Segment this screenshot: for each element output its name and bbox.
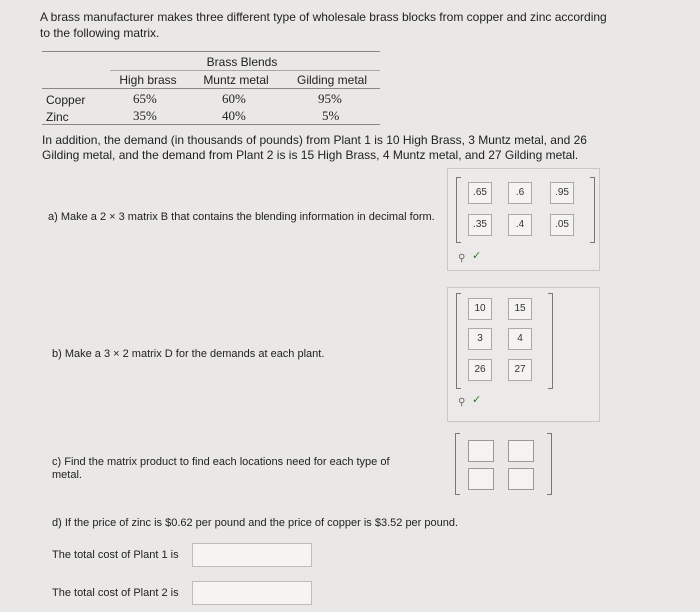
plant1-cost-input[interactable] bbox=[192, 543, 312, 567]
matrix-c-cell-2-2[interactable] bbox=[508, 468, 534, 490]
matrix-c-left-bracket bbox=[455, 433, 460, 495]
group-header: Brass Blends bbox=[206, 55, 278, 69]
matrix-d-cell-2-2[interactable]: 4 bbox=[508, 328, 532, 350]
math-tool-icon[interactable]: ⚲ bbox=[458, 397, 466, 408]
table-top-rule bbox=[42, 51, 380, 52]
matrix-d-cell-1-1[interactable]: 10 bbox=[468, 298, 492, 320]
matrix-d-cell-1-2[interactable]: 15 bbox=[508, 298, 532, 320]
col-gilding-metal: Gilding metal bbox=[296, 73, 368, 87]
plant2-cost-label: The total cost of Plant 2 is bbox=[52, 587, 179, 599]
plant2-cost-input[interactable] bbox=[192, 581, 312, 605]
matrix-b-cell-2-1[interactable]: .35 bbox=[468, 214, 492, 236]
part-c-question: c) Find the matrix product to find each locations need for each type of metal. bbox=[52, 456, 390, 481]
part-a-question: a) Make a 2 × 3 matrix B that contains the blending information in decimal form. bbox=[48, 211, 435, 223]
matrix-d-cell-3-1[interactable]: 26 bbox=[468, 359, 492, 381]
header-rule bbox=[42, 88, 380, 89]
cell-copper-gilding: 95% bbox=[318, 91, 342, 106]
col-muntz-metal: Muntz metal bbox=[203, 73, 269, 87]
math-tool-icon[interactable]: ⚲ bbox=[458, 253, 466, 264]
matrix-b-cell-1-2[interactable]: .6 bbox=[508, 182, 532, 204]
row-label-copper: Copper bbox=[46, 93, 86, 107]
correct-check-icon: ✓ bbox=[472, 394, 482, 406]
cell-zinc-muntz: 40% bbox=[222, 108, 246, 123]
matrix-b-cell-2-3[interactable]: .05 bbox=[550, 214, 574, 236]
matrix-c-cell-2-1[interactable] bbox=[468, 468, 494, 490]
table-bottom-rule bbox=[42, 124, 380, 125]
cell-copper-muntz: 60% bbox=[222, 91, 246, 106]
part-d-question: d) If the price of zinc is $0.62 per pound and the price of copper is $3.52 per pound. bbox=[52, 517, 459, 529]
matrix-d-cell-3-2[interactable]: 27 bbox=[508, 359, 532, 381]
intro-text: A brass manufacturer makes three different type of wholesale brass blocks from copper and zinc according to the following matrix. bbox=[40, 10, 607, 40]
matrix-c-cell-1-1[interactable] bbox=[468, 440, 494, 462]
matrix-c-cell-1-2[interactable] bbox=[508, 440, 534, 462]
plant1-cost-label: The total cost of Plant 1 is bbox=[52, 549, 179, 561]
cell-copper-high-brass: 65% bbox=[133, 91, 157, 106]
matrix-b-cell-1-1[interactable]: .65 bbox=[468, 182, 492, 204]
col-high-brass: High brass bbox=[119, 73, 177, 87]
correct-check-icon: ✓ bbox=[472, 250, 482, 262]
matrix-c-right-bracket bbox=[547, 433, 552, 495]
part-b-question: b) Make a 3 × 2 matrix D for the demands at each plant. bbox=[52, 348, 325, 360]
matrix-b-cell-1-3[interactable]: .95 bbox=[550, 182, 574, 204]
demand-text: In addition, the demand (in thousands of pounds) from Plant 1 is 10 High Brass, 3 Muntz metal, and 26 Gilding metal, and the demand from Plant 2 is is 15 High Brass, 4 Muntz metal, and 27 Gilding metal. bbox=[42, 133, 587, 162]
group-header-rule bbox=[110, 70, 380, 71]
cell-zinc-high-brass: 35% bbox=[133, 108, 157, 123]
row-label-zinc: Zinc bbox=[46, 110, 69, 124]
cell-zinc-gilding: 5% bbox=[322, 108, 340, 123]
matrix-b-left-bracket bbox=[456, 177, 461, 243]
matrix-d-right-bracket bbox=[548, 293, 553, 389]
matrix-b-cell-2-2[interactable]: .4 bbox=[508, 214, 532, 236]
matrix-d-left-bracket bbox=[456, 293, 461, 389]
matrix-d-cell-2-1[interactable]: 3 bbox=[468, 328, 492, 350]
matrix-b-right-bracket bbox=[590, 177, 595, 243]
